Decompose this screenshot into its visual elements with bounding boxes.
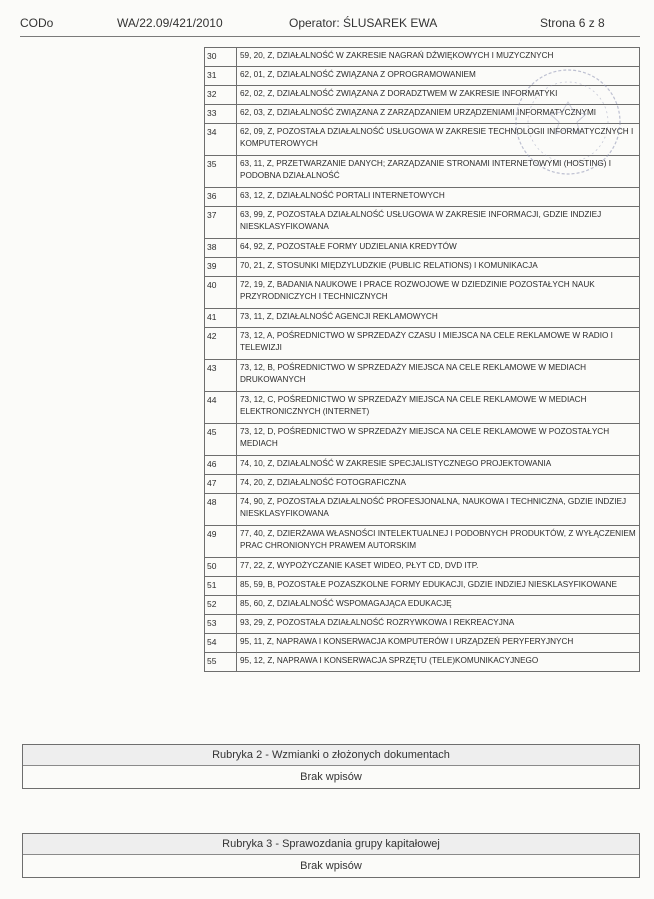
activity-description: 62, 09, Z, POZOSTAŁA DZIAŁALNOŚĆ USŁUGOWA W ZAKRESIE TECHNOLOGII INFORMATYCZNYCH I KOMPUTEROWYCH: [237, 124, 640, 156]
header-divider: [20, 36, 640, 37]
activity-description: 72, 19, Z, BADANIA NAUKOWE I PRACE ROZWOJOWE W DZIEDZINIE POZOSTAŁYCH NAUK PRZYRODNICZYCH I TECHNICZNYCH: [237, 277, 640, 309]
activity-description: 93, 29, Z, POZOSTAŁA DZIAŁALNOŚĆ ROZRYWKOWA I REKREACYJNA: [237, 615, 640, 634]
header-case-signature: WA/22.09/421/2010: [117, 16, 223, 30]
row-number: 49: [205, 526, 237, 558]
row-number: 52: [205, 596, 237, 615]
row-number: 30: [205, 48, 237, 67]
row-number: 47: [205, 475, 237, 494]
row-number: 50: [205, 558, 237, 577]
table-row: [205, 258, 640, 277]
header-system-code: CODo: [20, 16, 54, 30]
table-row: [205, 124, 640, 156]
table-row: [205, 105, 640, 124]
page-header: [0, 0, 654, 40]
row-number: 44: [205, 392, 237, 424]
table-row: [205, 67, 640, 86]
row-number: 42: [205, 328, 237, 360]
activity-description: 73, 12, D, POŚREDNICTWO W SPRZEDAŻY MIEJSCA NA CELE REKLAMOWE W POZOSTAŁYCH MEDIACH: [237, 424, 640, 456]
activity-description: 70, 21, Z, STOSUNKI MIĘDZYLUDZKIE (PUBLIC RELATIONS) I KOMUNIKACJA: [237, 258, 640, 277]
rubryka-3-title: Rubryka 3 - Sprawozdania grupy kapitałowej: [23, 834, 639, 855]
table-row: [205, 207, 640, 239]
activity-description: 62, 01, Z, DZIAŁALNOŚĆ ZWIĄZANA Z OPROGRAMOWANIEM: [237, 67, 640, 86]
table-row: [205, 360, 640, 392]
row-number: 53: [205, 615, 237, 634]
table-row: [205, 309, 640, 328]
table-row: [205, 156, 640, 188]
row-number: 38: [205, 239, 237, 258]
table-row: [205, 558, 640, 577]
row-number: 39: [205, 258, 237, 277]
activity-description: 73, 12, C, POŚREDNICTWO W SPRZEDAŻY MIEJSCA NA CELE REKLAMOWE W MEDIACH ELEKTRONICZNYCH (INTERNET): [237, 392, 640, 424]
activity-description: 62, 02, Z, DZIAŁALNOŚĆ ZWIĄZANA Z DORADZTWEM W ZAKRESIE INFORMATYKI: [237, 86, 640, 105]
table-row: [205, 596, 640, 615]
header-operator: Operator: ŚLUSAREK EWA: [289, 16, 438, 30]
activity-description: 77, 22, Z, WYPOŻYCZANIE KASET WIDEO, PŁYT CD, DVD ITP.: [237, 558, 640, 577]
table-row: [205, 424, 640, 456]
activity-description: 95, 12, Z, NAPRAWA I KONSERWACJA SPRZĘTU (TELE)KOMUNIKACYJNEGO: [237, 653, 640, 672]
activity-description: 63, 11, Z, PRZETWARZANIE DANYCH; ZARZĄDZANIE STRONAMI INTERNETOWYMI (HOSTING) I PODOBNA DZIAŁALNOŚĆ: [237, 156, 640, 188]
activity-description: 73, 11, Z, DZIAŁALNOŚĆ AGENCJI REKLAMOWYCH: [237, 309, 640, 328]
activity-description: 59, 20, Z, DZIAŁALNOŚĆ W ZAKRESIE NAGRAŃ DŹWIĘKOWYCH I MUZYCZNYCH: [237, 48, 640, 67]
activity-description: 85, 59, B, POZOSTAŁE POZASZKOLNE FORMY EDUKACJI, GDZIE INDZIEJ NIESKLASYFIKOWANE: [237, 577, 640, 596]
table-row: [205, 494, 640, 526]
activity-description: 64, 92, Z, POZOSTAŁE FORMY UDZIELANIA KREDYTÓW: [237, 239, 640, 258]
header-page-number: Strona 6 z 8: [540, 16, 605, 30]
table-row: [205, 577, 640, 596]
rubryka-2-body: Brak wpisów: [300, 771, 362, 783]
table-row: [205, 277, 640, 309]
activity-description: 85, 60, Z, DZIAŁALNOŚĆ WSPOMAGAJĄCA EDUKACJĘ: [237, 596, 640, 615]
row-number: 35: [205, 156, 237, 188]
activity-description: 73, 12, A, POŚREDNICTWO W SPRZEDAŻY CZASU I MIEJSCA NA CELE REKLAMOWE W RADIO I TELEWIZJI: [237, 328, 640, 360]
activity-description: 74, 20, Z, DZIAŁALNOŚĆ FOTOGRAFICZNA: [237, 475, 640, 494]
row-number: 55: [205, 653, 237, 672]
rubryka-3-section: [22, 833, 640, 878]
table-row: [205, 634, 640, 653]
row-number: 33: [205, 105, 237, 124]
table-row: [205, 188, 640, 207]
table-row: [205, 392, 640, 424]
row-number: 45: [205, 424, 237, 456]
row-number: 37: [205, 207, 237, 239]
row-number: 31: [205, 67, 237, 86]
table-row: [205, 653, 640, 672]
table-row: [205, 475, 640, 494]
activity-description: 95, 11, Z, NAPRAWA I KONSERWACJA KOMPUTERÓW I URZĄDZEŃ PERYFERYJNYCH: [237, 634, 640, 653]
row-number: 34: [205, 124, 237, 156]
activity-description: 63, 99, Z, POZOSTAŁA DZIAŁALNOŚĆ USŁUGOWA W ZAKRESIE INFORMACJI, GDZIE INDZIEJ NIESKLASYFIKOWANA: [237, 207, 640, 239]
table-row: [205, 48, 640, 67]
row-number: 36: [205, 188, 237, 207]
row-number: 51: [205, 577, 237, 596]
rubryka-2-section: [22, 744, 640, 789]
rubryka-3-body: Brak wpisów: [300, 860, 362, 872]
table-row: [205, 526, 640, 558]
activity-description: 74, 10, Z, DZIAŁALNOŚĆ W ZAKRESIE SPECJALISTYCZNEGO PROJEKTOWANIA: [237, 456, 640, 475]
row-number: 54: [205, 634, 237, 653]
activity-description: 74, 90, Z, POZOSTAŁA DZIAŁALNOŚĆ PROFESJONALNA, NAUKOWA I TECHNICZNA, GDZIE INDZIEJ NIESKLASYFIKOWANA: [237, 494, 640, 526]
row-number: 48: [205, 494, 237, 526]
row-number: 46: [205, 456, 237, 475]
table-row: [205, 615, 640, 634]
row-number: 41: [205, 309, 237, 328]
rubryka-2-title: Rubryka 2 - Wzmianki o złożonych dokumentach: [23, 745, 639, 766]
activity-description: 77, 40, Z, DZIERŻAWA WŁASNOŚCI INTELEKTUALNEJ I PODOBNYCH PRODUKTÓW, Z WYŁĄCZENIEM PRAC CHRONIONYCH PRAWEM AUTORSKIM: [237, 526, 640, 558]
pkd-activity-table: [204, 47, 640, 672]
table-row: [205, 456, 640, 475]
row-number: 43: [205, 360, 237, 392]
table-row: [205, 328, 640, 360]
table-row: [205, 86, 640, 105]
row-number: 32: [205, 86, 237, 105]
activity-description: 73, 12, B, POŚREDNICTWO W SPRZEDAŻY MIEJSCA NA CELE REKLAMOWE W MEDIACH DRUKOWANYCH: [237, 360, 640, 392]
row-number: 40: [205, 277, 237, 309]
activity-description: 63, 12, Z, DZIAŁALNOŚĆ PORTALI INTERNETOWYCH: [237, 188, 640, 207]
table-row: [205, 239, 640, 258]
activity-description: 62, 03, Z, DZIAŁALNOŚĆ ZWIĄZANA Z ZARZĄDZANIEM URZĄDZENIAMI INFORMATYCZNYMI: [237, 105, 640, 124]
